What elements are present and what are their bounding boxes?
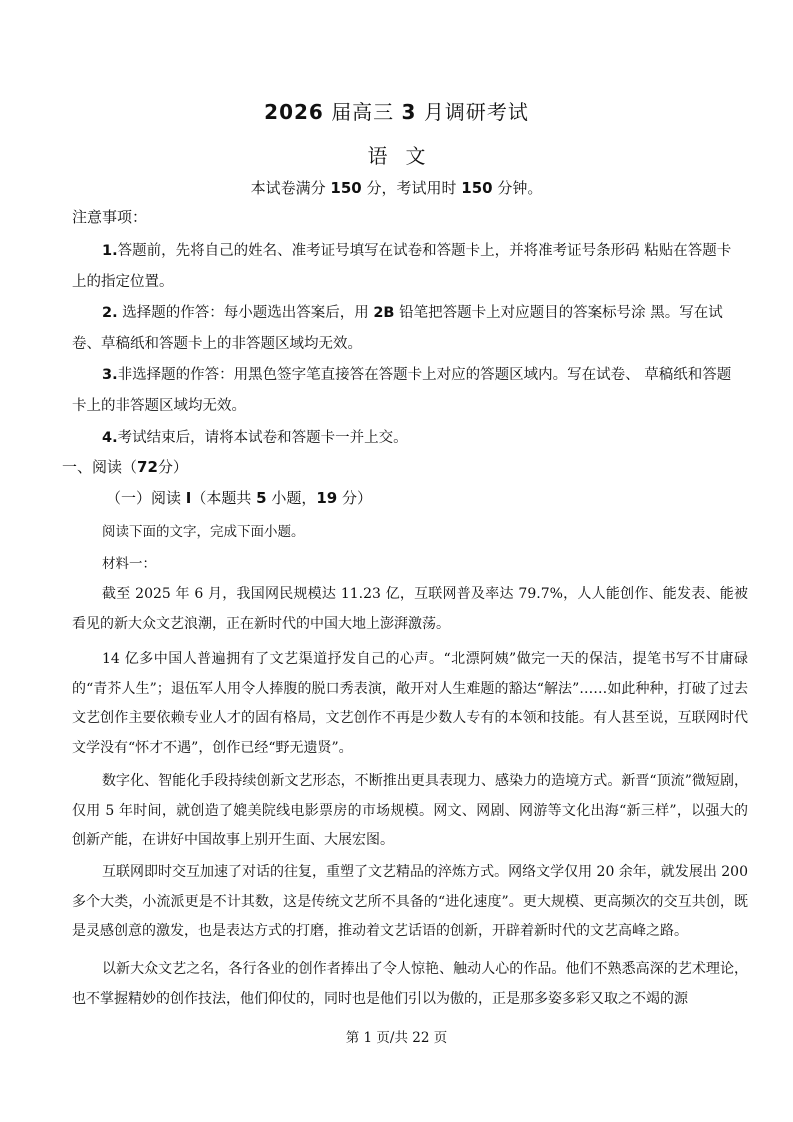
title-year: 2026: [264, 100, 324, 124]
passage-paragraph: 以新大众文艺之名，各行各业的创作者捧出了令人惊艳、触动人心的作品。他们不熟悉高深的艺术理论，也不掌握精妙的创作技法，他们仰仗的，同时也是他们引以为傲的，正是那多姿多彩又取之不竭的源: [72, 961, 748, 1007]
passage-paragraph: 14 亿多中国人普遍拥有了文艺渠道抒发自己的心声。“北漂阿姨”做完一天的保洁，提笔书写不甘庸碌的“青芥人生”；退伍军人用令人捧腹的脱口秀表演，敞开对人生难题的豁达“解法”……如此种种，打破了过去文艺创作主要依赖专业人才的固有格局，文艺创作不再是少数人专有的本领和技能。有人甚至说，互联网时代文学没有“怀才不遇”，创作已经“野无遗贤”。: [72, 651, 748, 756]
passage-paragraph: 互联网即时交互加速了对话的往复，重塑了文艺精品的淬炼方式。网络文学仅用 20 余年，就发展出 200 多个大类，小流派更是不计其数，这是传统文艺所不具备的“进化速度”。更大规模、更高频次的交互共创，既是灵感创意的激发，也是表达方式的打磨，推动着文艺话语的创新，开辟着新时代的文艺高峰之路。: [72, 864, 748, 940]
notice-title: 注意事项：: [72, 208, 148, 226]
full-score: 150: [330, 179, 362, 197]
notice-item-4: 4.考试结束后，请将本试卷和答题卡一并上交。: [102, 430, 408, 446]
title-suffix: 月调研考试: [423, 100, 529, 124]
title-month-num: 3: [401, 100, 417, 124]
exam-title: [0, 96, 793, 125]
exam-duration: 150: [461, 179, 493, 197]
title-grade: 届高三: [331, 100, 395, 124]
subsection-heading: （一）阅读 I（本题共 5 小题，19 分）: [106, 489, 373, 507]
page-footer: 第 1 页/共 22 页: [345, 1030, 448, 1046]
subject-title: 语文: [367, 144, 444, 168]
notice-item-1: 1.答题前，先将自己的姓名、准考证号填写在试卷和答题卡上，并将准考证号条形码 粘贴在答题卡上的指定位置。: [72, 243, 732, 290]
material-label: 材料一：: [102, 556, 156, 572]
exam-meta: 本试卷满分 150 分，考试用时 150 分钟。: [250, 179, 543, 197]
notice-item-2: 2. 选择题的作答：每小题选出答案后，用 2B 铅笔把答题卡上对应题目的答案标号涂 黑。写在试卷、草稿纸和答题卡上的非答题区域均无效。: [72, 305, 723, 352]
section-heading: 一、阅读（72分）: [62, 458, 188, 476]
notice-item-3: 3.非选择题的作答：用黑色签字笔直接答在答题卡上对应的答题区域内。写在试卷、 草稿纸和答题卡上的非答题区域均无效。: [72, 367, 732, 414]
passage-paragraph: 截至 2025 年 6 月，我国网民规模达 11.23 亿，互联网普及率达 79.7%，人人能创作、能发表、能被看见的新大众文艺浪潮，正在新时代的中国大地上澎湃激荡。: [72, 586, 748, 632]
passage-paragraph: 数字化、智能化手段持续创新文艺形态，不断推出更具表现力、感染力的造境方式。新晋“顶流”微短剧，仅用 5 年时间，就创造了媲美院线电影票房的市场规模。网文、网剧、网游等文化出海“新三样”，以强大的创新产能，在讲好中国故事上别开生面、大展宏图。: [72, 773, 748, 849]
reading-instruction: 阅读下面的文字，完成下面小题。: [102, 524, 305, 540]
